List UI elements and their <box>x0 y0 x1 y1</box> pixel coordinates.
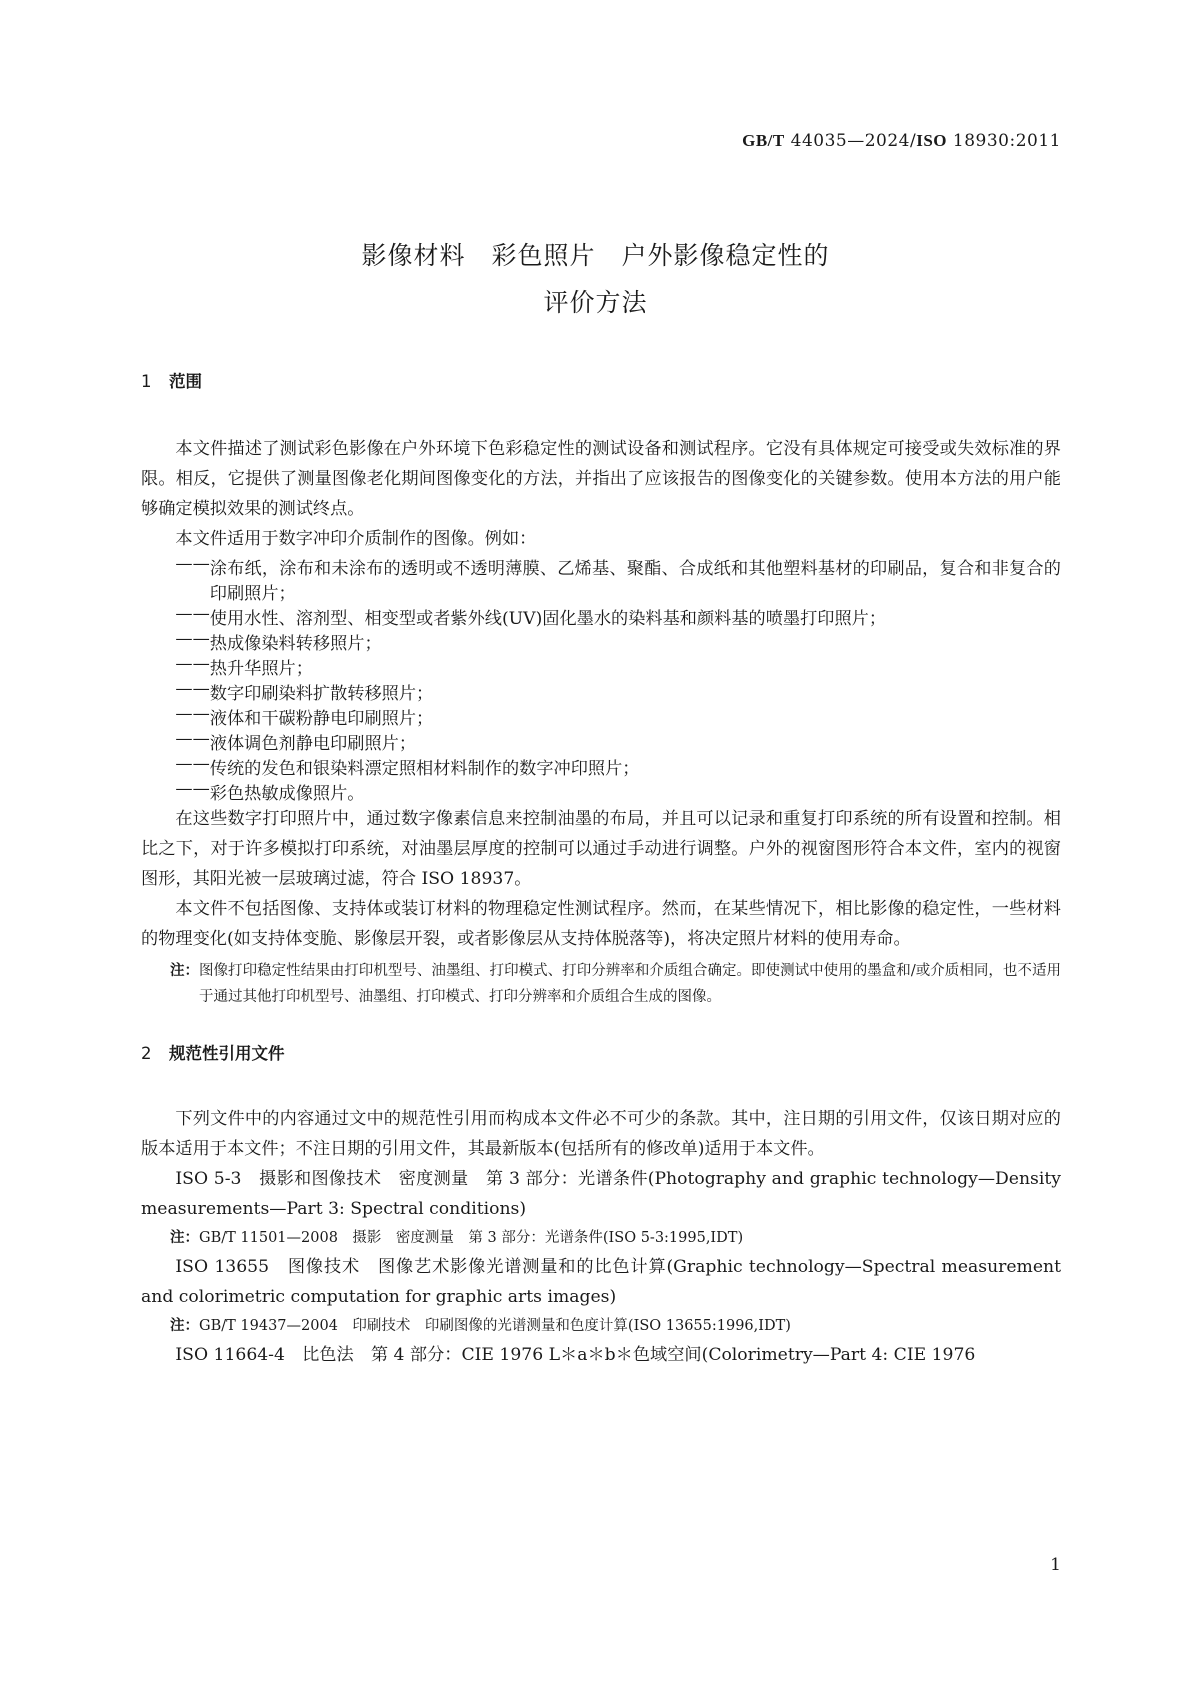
note-text: 图像打印稳定性结果由打印机型号、油墨组、打印模式、打印分辨率和介质组合确定。即使测试中使用的墨盒和/或介质相同，也不适用于通过其他打印机型号、油墨组、打印模式、打印分辨率和介质组合生成的图像。 <box>199 963 1061 1005</box>
reference-iso-13655: ISO 13655 图像技术 图像艺术影像光谱测量和的比色计算(Graphic technology—Spectral measurement and colorimetric computation for graphic arts images) <box>141 1257 1061 1307</box>
list-item-text: 使用水性、溶剂型、相变型或者紫外线(UV)固化墨水的染料基和颜料基的喷墨打印照片； <box>209 609 887 629</box>
list-item <box>141 604 1061 629</box>
list-item-text: 彩色热敏成像照片。 <box>209 784 365 804</box>
dash-bullet: —— <box>175 779 210 799</box>
section-title: 规范性引用文件 <box>169 1044 285 1063</box>
note-label: 注： <box>170 1318 199 1334</box>
paragraph: 本文件适用于数字冲印介质制作的图像。例如： <box>175 529 537 549</box>
section-title: 范围 <box>169 372 202 391</box>
dash-bullet: —— <box>175 679 210 699</box>
reference-note <box>141 1224 1061 1252</box>
note-text: GB/T 19437—2004 印刷技术 印刷图像的光谱测量和色度计算(ISO 13655:1996,IDT) <box>199 1318 791 1334</box>
document-body <box>141 368 1061 1370</box>
note <box>141 958 1061 1010</box>
list-item <box>141 729 1061 754</box>
list-item-text: 数字印刷染料扩散转移照片； <box>209 684 434 704</box>
iso-number: 18930:2011 <box>947 131 1061 151</box>
list-item <box>141 629 1061 654</box>
list-item-text: 液体和干碳粉静电印刷照片； <box>209 709 434 729</box>
dash-bullet: —— <box>175 629 210 649</box>
reference-note <box>141 1312 1061 1340</box>
section-number: 2 <box>141 1044 152 1063</box>
iso-prefix: ISO <box>916 131 948 150</box>
title-line-2: 评价方法 <box>543 288 648 317</box>
paragraph: 本文件描述了测试彩色影像在户外环境下色彩稳定性的测试设备和测试程序。它没有具体规定可接受或失效标准的界限。相反，它提供了测量图像老化期间图像变化的方法，并指出了应该报告的图像变化的关键参数。使用本方法的用户能够确定模拟效果的测试终点。 <box>141 439 1061 519</box>
dash-bullet: —— <box>175 554 210 574</box>
document-title <box>0 232 1191 326</box>
title-line-1: 影像材料 彩色照片 户外影像稳定性的 <box>361 241 830 270</box>
note-label: 注： <box>170 963 199 979</box>
list-item <box>141 779 1061 804</box>
list-item <box>141 679 1061 704</box>
paragraph: 下列文件中的内容通过文中的规范性引用而构成本文件必不可少的条款。其中，注日期的引用文件，仅该日期对应的版本适用于本文件；不注日期的引用文件，其最新版本(包括所有的修改单)适用于本文件。 <box>141 1109 1061 1159</box>
reference-iso-11664-4: ISO 11664-4 比色法 第 4 部分：CIE 1976 L＊a＊b＊色域空间(Colorimetry—Part 4: CIE 1976 <box>175 1345 976 1365</box>
dash-bullet: —— <box>175 704 210 724</box>
list-item <box>141 654 1061 679</box>
list-item-text: 液体调色剂静电印刷照片； <box>209 734 417 754</box>
note-text: GB/T 11501—2008 摄影 密度测量 第 3 部分：光谱条件(ISO 5-3:1995,IDT) <box>199 1230 744 1246</box>
list-item-text: 涂布纸，涂布和未涂布的透明或不透明薄膜、乙烯基、聚酯、合成纸和其他塑料基材的印刷品，复合和非复合的印刷照片； <box>209 559 1061 604</box>
section-heading-scope <box>141 368 1061 396</box>
list-item-text: 热成像染料转移照片； <box>209 634 382 654</box>
dash-bullet: —— <box>175 604 210 624</box>
page-number: 1 <box>1050 1555 1061 1575</box>
standard-number: 44035—2024/ <box>784 131 917 151</box>
note-label: 注： <box>170 1230 199 1246</box>
dash-bullet: —— <box>175 729 210 749</box>
standard-prefix: GB/T <box>742 131 785 150</box>
list-item <box>141 754 1061 779</box>
dash-bullet: —— <box>175 654 210 674</box>
paragraph: 本文件不包括图像、支持体或装订材料的物理稳定性测试程序。然而，在某些情况下，相比影像的稳定性，一些材料的物理变化(如支持体变脆、影像层开裂，或者影像层从支持体脱落等)，将决定照片材料的使用寿命。 <box>141 899 1061 949</box>
list-item <box>141 554 1061 604</box>
paragraph: 在这些数字打印照片中，通过数字像素信息来控制油墨的布局，并且可以记录和重复打印系统的所有设置和控制。相比之下，对于许多模拟打印系统，对油墨层厚度的控制可以通过手动进行调整。户外的视窗图形符合本文件，室内的视窗图形，其阳光被一层玻璃过滤，符合 ISO 18937。 <box>141 809 1061 889</box>
standard-code <box>742 131 1061 151</box>
section-heading-normative-references <box>141 1040 1061 1068</box>
list-item <box>141 704 1061 729</box>
section-number: 1 <box>141 372 152 391</box>
list-item-text: 传统的发色和银染料漂定照相材料制作的数字冲印照片； <box>209 759 640 779</box>
reference-iso-5-3: ISO 5-3 摄影和图像技术 密度测量 第 3 部分：光谱条件(Photography and graphic technology—Density measurements—Part 3: Spectral conditions) <box>141 1169 1061 1219</box>
dash-bullet: —— <box>175 754 210 774</box>
list-item-text: 热升华照片； <box>209 659 313 679</box>
